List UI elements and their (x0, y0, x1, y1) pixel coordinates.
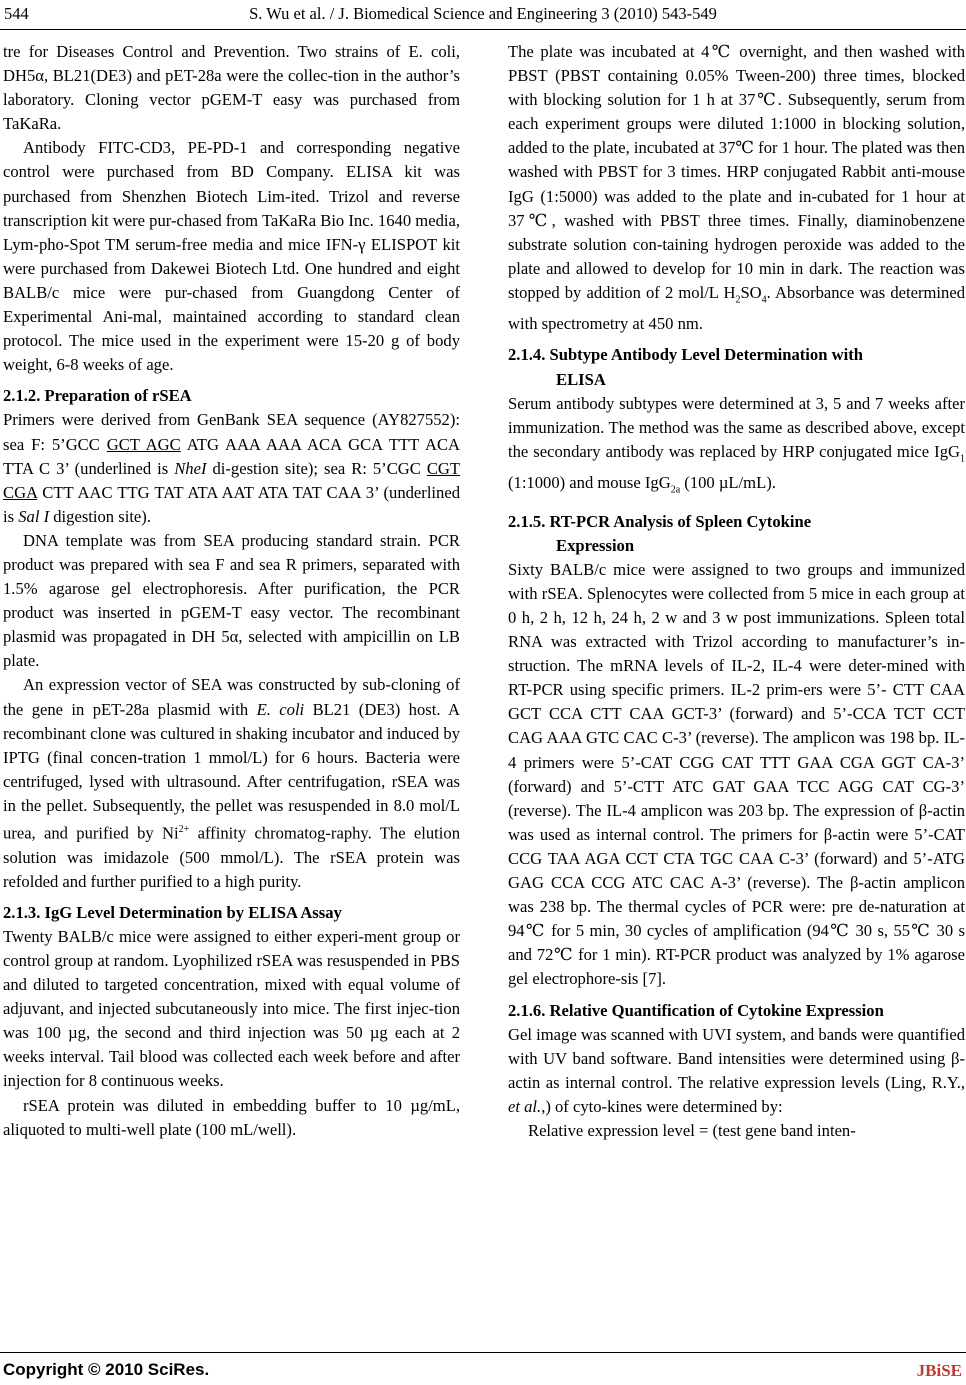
section-heading: 2.1.3. IgG Level Determination by ELISA Assay (3, 902, 342, 922)
paragraph: DNA template was from SEA producing standard strain. PCR product was prepared with sea F and sea R primers, separated with 1.5% agarose gel electrophoresis. After purification, the PCR product was inserted in pGEM-T easy vector. The recombinant plasmid was propagated in DH 5α, selected with ampicillin on LB plate. (3, 530, 460, 671)
section-heading: 2.1.4. Subtype Antibody Level Determination with ELISA (508, 345, 863, 389)
journal-abbrev: JBiSE (916, 1361, 962, 1380)
copyright-notice: Copyright © 2010 SciRes. (3, 1360, 210, 1379)
paragraph: Gel image was scanned with UVI system, and bands were quantified with UV band software. Band intensities were determined using β-actin as internal control. The relative expression levels (Ling, R.Y., et al.,) of cyto-kines were determined by: (508, 1024, 965, 1116)
paragraph: tre for Diseases Control and Prevention. Two strains of E. coli, DH5α, BL21(DE3) and pET-28a were the collec-tion in the author’s laboratory. Cloning vector pGEM-T easy was purchased from TaKaRa. (3, 42, 460, 134)
paragraph: Antibody FITC-CD3, PE-PD-1 and corresponding negative control were purchased from BD Company. ELISA kit was purchased from Shenzhen Biotech Lim-ited. Trizol and reverse transcription kit were pur-chased from TaKaRa Bio Inc. 1640 media, Lym-pho-Spot TM serum-free media and mice IFN-γ ELISPOT kit were purchased from Dakewei Biotech Ltd. One hundred and eight BALB/c mice were pur-chased from Guangdong Center of Experimental Ani-mal, maintained according to standard clean protocol. The mice used in the experiment were 15-20 g of body weight, 6-8 weeks of age. (3, 138, 460, 375)
section-heading: 2.1.2. Preparation of rSEA (3, 386, 192, 406)
page-footer (0, 1360, 966, 1382)
running-header (0, 4, 966, 28)
page-number: 544 (4, 4, 29, 23)
paragraph: rSEA protein was diluted in embedding buffer to 10 µg/mL, aliquoted to multi-well plate (100 mL/well). (3, 1095, 460, 1139)
paragraph: Relative expression level = (test gene band inten- (528, 1120, 856, 1140)
section-heading: 2.1.5. RT-PCR Analysis of Spleen Cytokine Expression (508, 511, 812, 555)
paragraph: Twenty BALB/c mice were assigned to either experi-ment group or control group at random. Lyophilized rSEA was resuspended in PBS and diluted to targeted concentration, mixed with equal volume of adjuvant, and injected subcutaneously into mice. The first injec-tion was 100 µg, the second and third injection was 50 µg each at 2 weeks interval. Tail blood was collected each week before and after injection for 8 continuous weeks. (3, 926, 460, 1091)
paragraph: Primers were derived from GenBank SEA sequence (AY827552): sea F: 5’GCC GCT AGC ATG AAA AAA ACA GCA TTT ACA TTA C 3’ (underlined is NheI di-gestion site); sea R: 5’CGC CGT CGA CTT AAC TTG TAT ATA AAT ATA TAT CAA 3’ (underlined is Sal I digestion site). (3, 410, 461, 526)
left-column (3, 40, 460, 1142)
section-heading: 2.1.6. Relative Quantification of Cytokine Expression (508, 1000, 884, 1020)
header-rule (0, 29, 966, 30)
right-column (508, 40, 965, 1143)
running-citation: S. Wu et al. / J. Biomedical Science and Engineering 3 (2010) 543-549 (249, 4, 717, 23)
paragraph: Sixty BALB/c mice were assigned to two groups and immunized with rSEA. Splenocytes were collected from 5 mice in each group at 0 h, 2 h, 12 h, 24 h, 2 w and 3 w post immunizations. Spleen total RNA was extracted with Trizol according to manufacturer’s in-struction. The mRNA levels of IL-2, IL-4 were deter-mined with RT-PCR using specific primers. IL-2 prim-ers were 5’- CTT CAA GCT CCA CTT CAA GCT-3’ (forward) and 5’-CCA TCT CCT CAG AAA GTC CAC C-3’ (reverse). The amplicon was 198 bp. IL-4 primers were 5’-CAT CGG CAT TTT GAA CGA GGT CA-3’ (forward) and 5’-CTT ATC GAT GAA TCC AGG CAT CG-3’ (reverse). The IL-4 amplicon was 203 bp. The expression of β-actin was used as internal control. The primers for β-actin were 5’-CAT CCG TAA AGA CCT CTA TGC CAA C-3’ (forward) and 5’-ATG GAG CCA CCG ATC CAC A-3’ (reverse). The β-actin amplicon was 238 bp. The thermal cycles of PCR were: pre de-naturation at 94℃ for 5 min, 30 cycles of amplification (94℃ 30 s, 55℃ 30 s and 72℃ for 1 min). RT-PCR product was analyzed by 1% agarose gel electrophore-sis [7]. (508, 559, 965, 989)
paragraph: An expression vector of SEA was constructed by sub-cloning of the gene in pET-28a plasmid with E. coli BL21 (DE3) host. A recombinant clone was cultured in shaking incubator and induced by IPTG (final concen-tration 1 mmol/L) for 6 hours. Bacteria were centrifuged, lysed with ultrasound. After centrifugation, rSEA was in the pellet. Subsequently, the pellet was resuspended in 8.0 mol/L urea, and purified by $Ni^{2+}$ affinity chromatog-raphy. The elution solution was imidazole (500 mmol/L). The rSEA protein was refolded and further purified to a high purity. (3, 675, 460, 891)
paragraph: The plate was incubated at 4℃ overnight, and then washed with PBST (PBST containing 0.05% Tween-200) three times, blocked with blocking solution for 1 h at 37℃. Subsequently, serum from each experiment groups were diluted 1:1000 in blocking solution, added to the plate, incubated at 37℃ for 1 hour. The plated was then washed with PBST for 3 times. HRP conjugated Rabbit anti-mouse IgG (1:5000) was added to the plate and in-cubated for 1 hour at 37℃, washed with PBST three times. Finally, diaminobenzene substrate solution con-taining hydrogen peroxide was added to the plate and allowed to develop for 10 min in dark. The reaction was stopped by addition of 2 mol/L $H_2SO_4$. Absorbance was determined with spectrometry at 450 nm. (508, 42, 965, 334)
paragraph: Serum antibody subtypes were determined at 3, 5 and 7 weeks after immunization. The method was the same as described above, except the secondary antibody was replaced by HRP conjugated mice IgG$_1$ (1:1000) and mouse IgG$_{2a}$ (100 µL/mL). (508, 393, 965, 496)
footer-rule (0, 1352, 966, 1353)
